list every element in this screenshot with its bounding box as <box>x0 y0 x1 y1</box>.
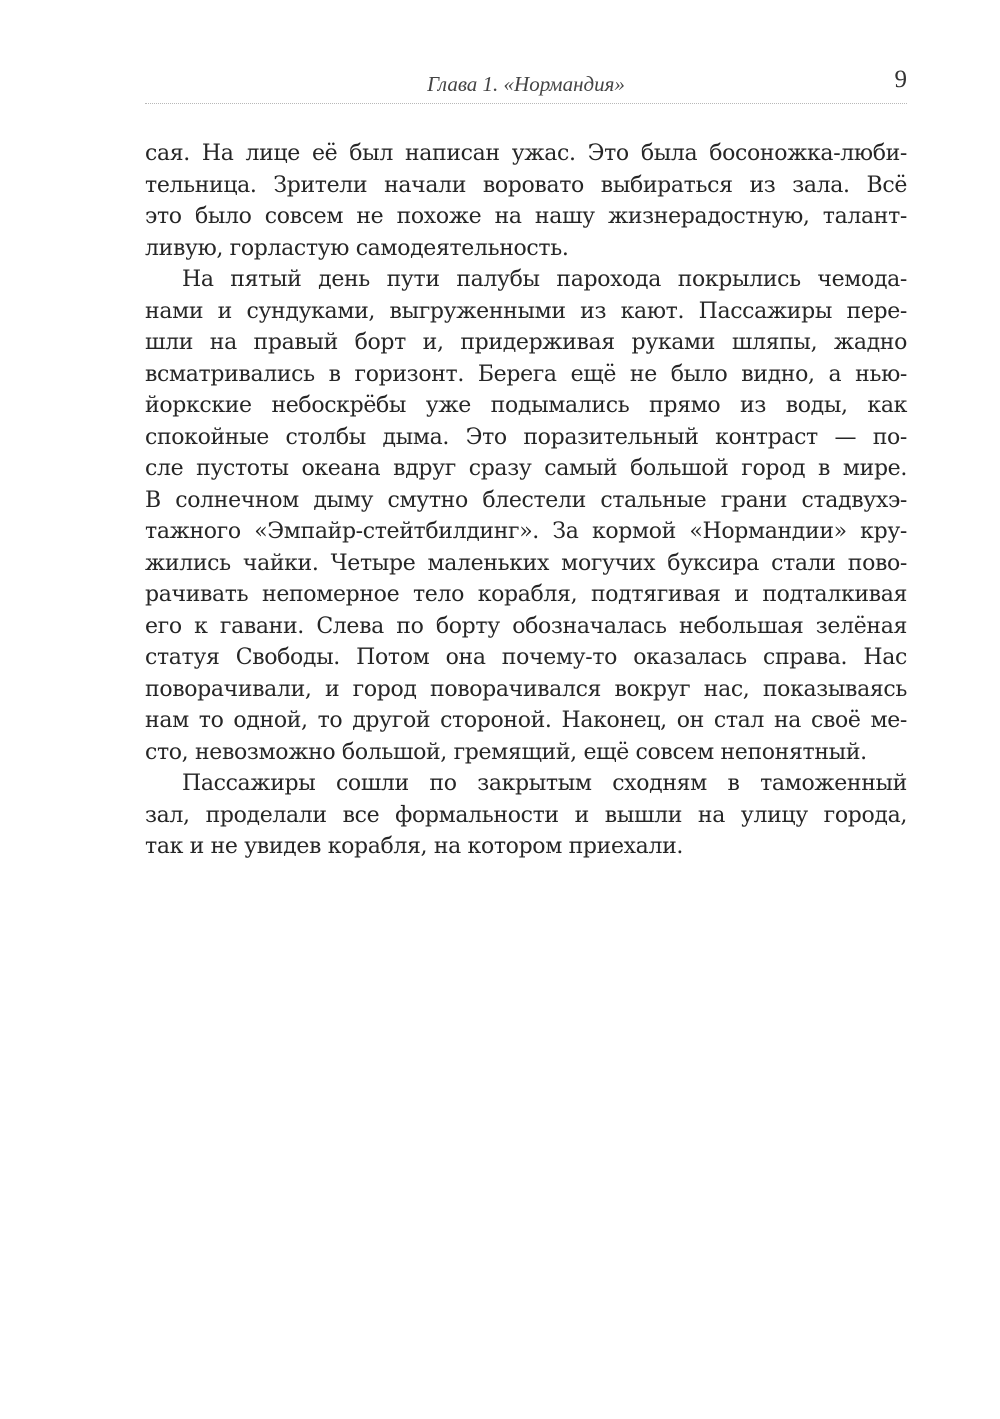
text-line: его к гавани. Слева по борту обозначалась небольшая зелёная <box>145 613 907 639</box>
text-line: спокойные столбы дыма. Это поразительный контраст — по- <box>145 424 907 450</box>
text-line: поворачивали, и город поворачивался вокруг нас, показываясь <box>145 676 907 702</box>
text-line: сле пустоты океана вдруг сразу самый большой город в мире. <box>145 456 907 481</box>
text-line: всматривались в горизонт. Берега ещё не было видно, а нью- <box>145 361 907 387</box>
text-line: жились чайки. Четыре маленьких могучих буксира стали пово- <box>145 550 907 576</box>
text-line: зал, проделали все формальности и вышли на улицу города, <box>145 802 907 828</box>
text-line: В солнечном дыму смутно блестели стальные грани стадвухэ- <box>145 487 907 513</box>
text-line: тажного «Эмпайр-стейтбилдинг». За кормой «Нормандии» кру- <box>145 519 907 544</box>
text-line: рачивать непомерное тело корабля, подтягивая и подталкивая <box>145 582 907 607</box>
text-line: Пассажиры сошли по закрытым сходням в таможенный <box>182 771 907 796</box>
body-text <box>145 138 907 863</box>
text-line: сая. На лице её был написан ужас. Это была босоножка-люби- <box>145 141 907 166</box>
running-head <box>145 66 907 102</box>
text-line: ливую, горластую самодеятельность. <box>145 235 569 261</box>
text-line: сто, невозможно большой, гремящий, ещё совсем непонятный. <box>145 739 867 765</box>
text-line: это было совсем не похоже на нашу жизнерадостную, талант- <box>145 204 907 229</box>
text-line: На пятый день пути палубы парохода покрылись чемода- <box>182 267 907 292</box>
text-line: йоркские небоскрёбы уже подымались прямо из воды, как <box>145 393 907 418</box>
text-line: тельница. Зрители начали воровато выбираться из зала. Всё <box>145 172 907 198</box>
text-line: нам то одной, то другой стороной. Наконец, он стал на своё ме- <box>145 708 907 733</box>
text-line: статуя Свободы. Потом она почему-то оказалась справа. Нас <box>145 645 907 670</box>
header-divider <box>145 103 907 104</box>
text-line: так и не увидев корабля, на котором приехали. <box>145 834 684 859</box>
chapter-running-title: Глава 1. «Нормандия» <box>427 72 625 96</box>
page-number: 9 <box>894 66 907 93</box>
text-line: нами и сундуками, выгруженными из кают. Пассажиры пере- <box>145 298 907 324</box>
text-line: шли на правый борт и, придерживая руками шляпы, жадно <box>145 330 907 355</box>
